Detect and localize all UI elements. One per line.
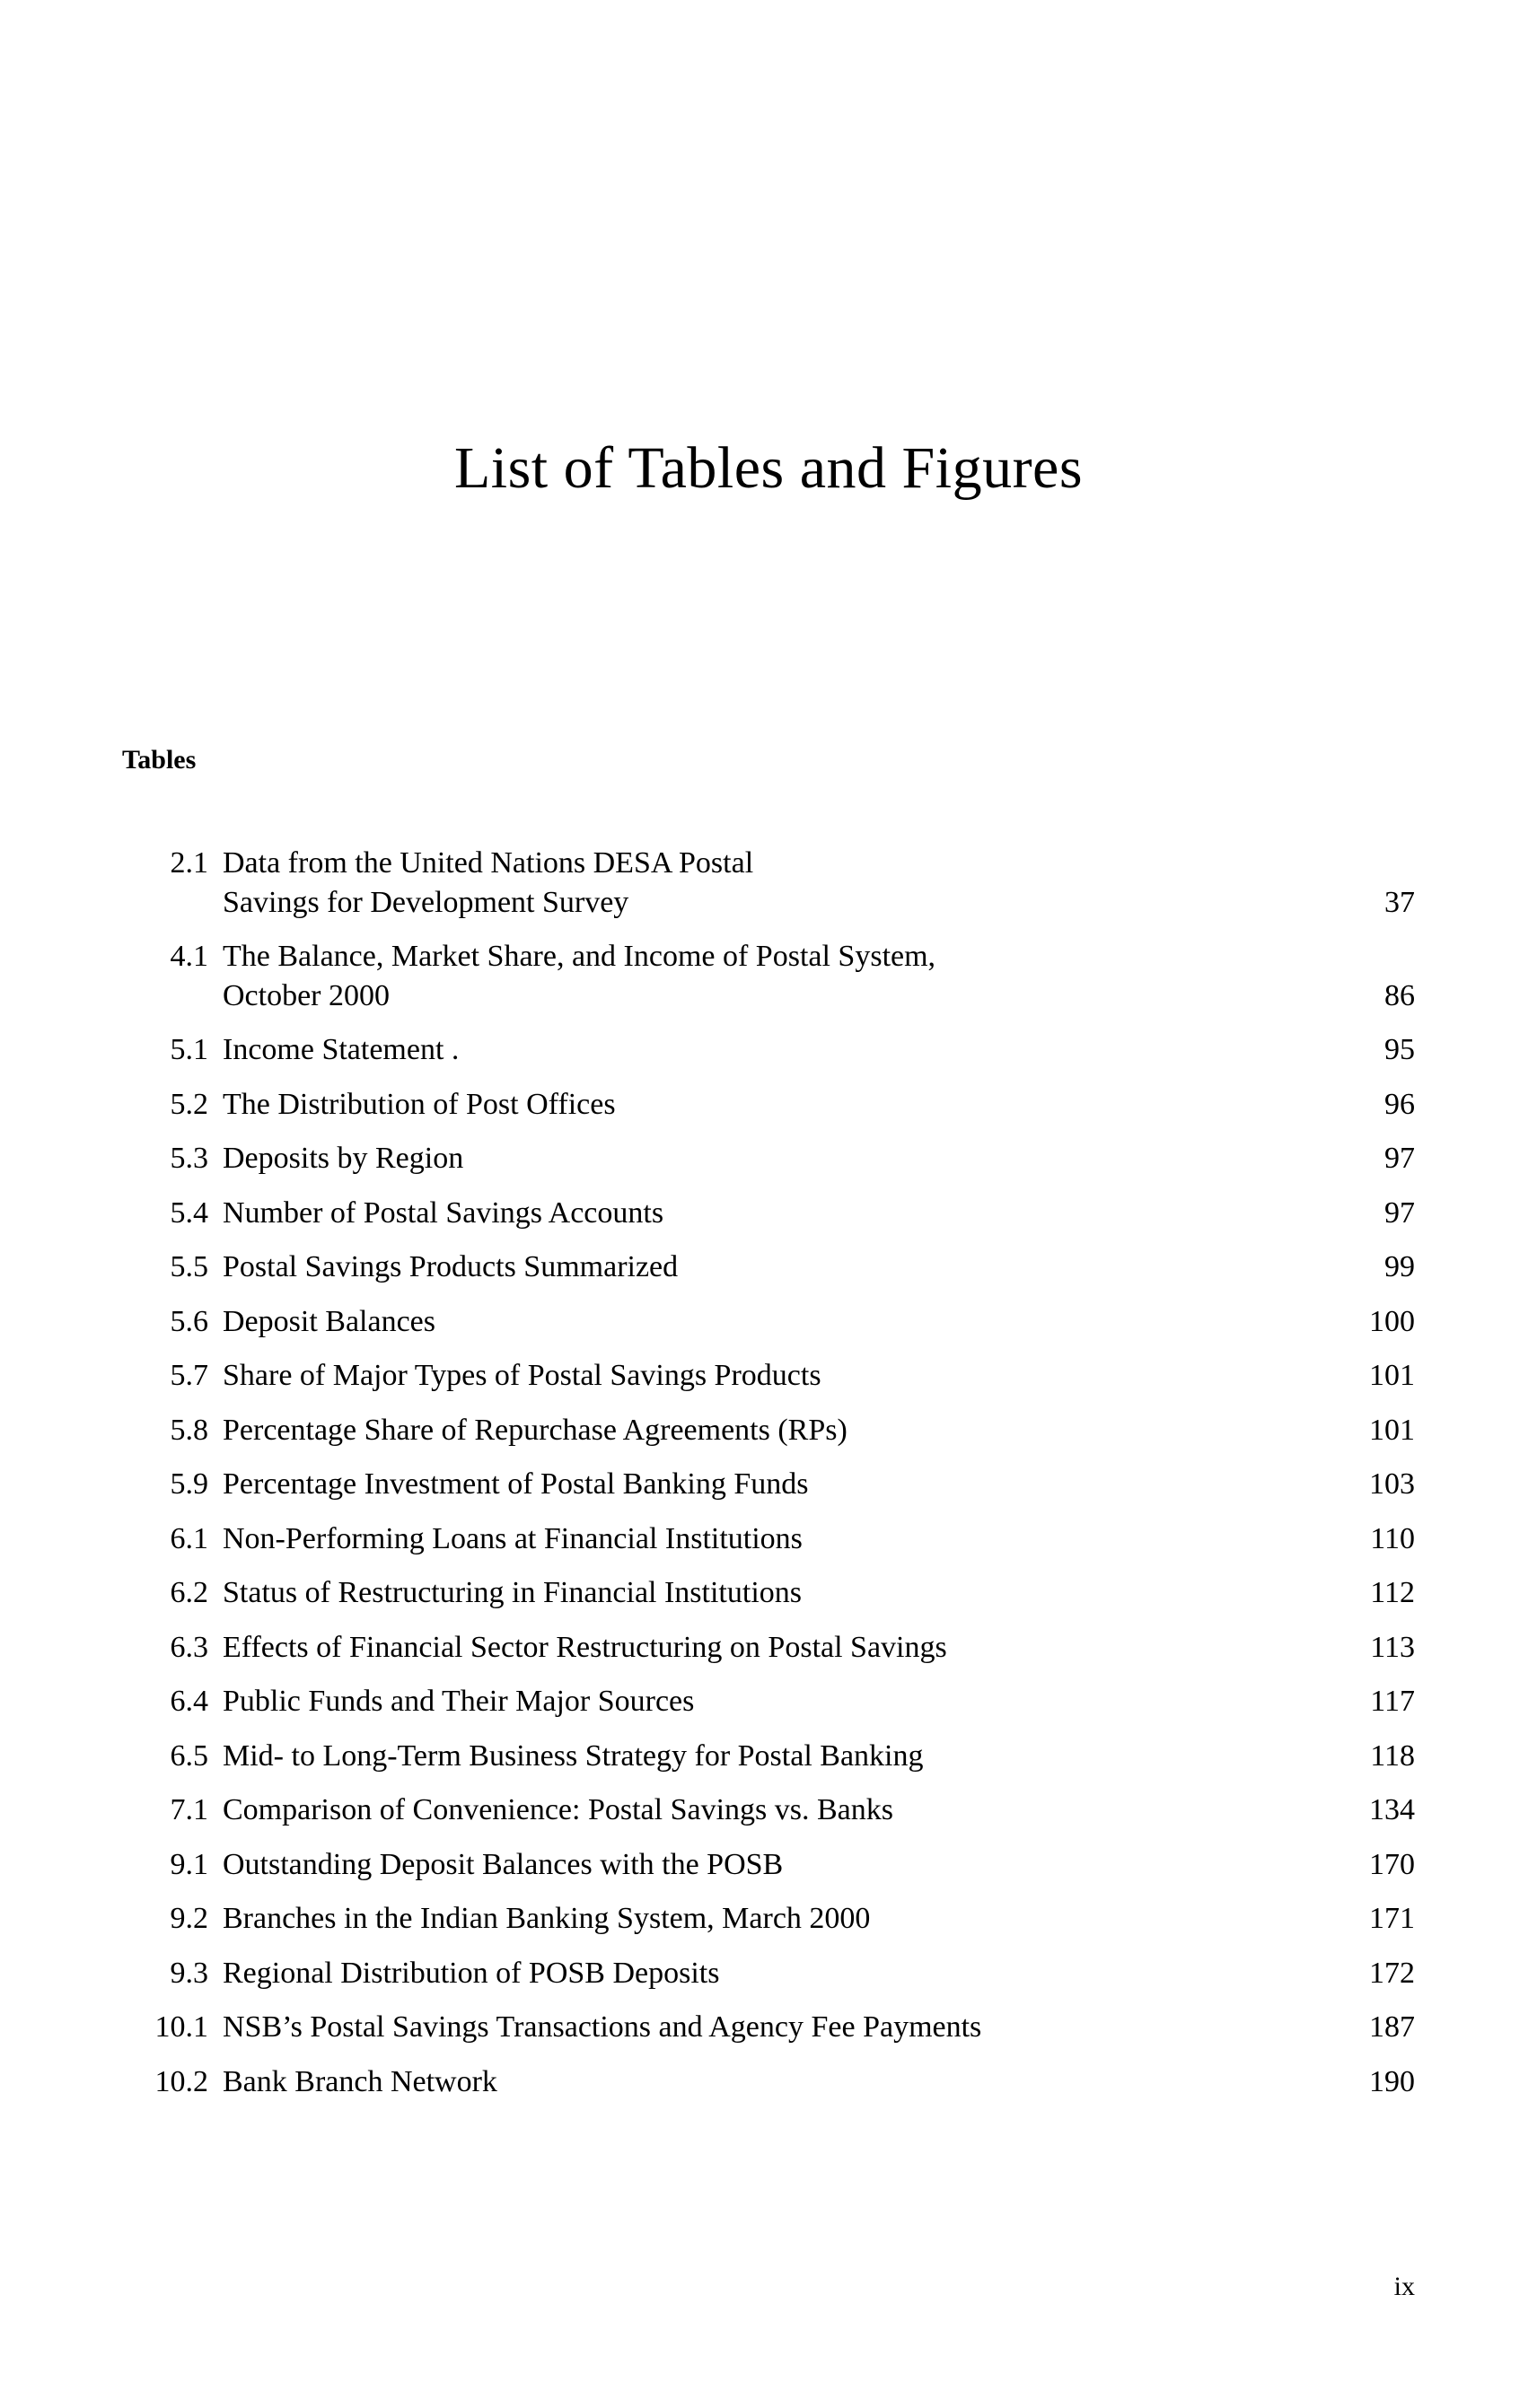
entry-label: Number of Postal Savings Accounts bbox=[223, 1195, 664, 1230]
list-item bbox=[122, 1791, 1415, 1830]
list-item bbox=[122, 1356, 1415, 1396]
entry-number: 6.5 bbox=[170, 1738, 208, 1773]
entry-number: 9.2 bbox=[170, 1902, 208, 1936]
list-item bbox=[122, 1465, 1415, 1504]
list-item bbox=[122, 1573, 1415, 1613]
entry-number: 5.6 bbox=[170, 1304, 208, 1338]
entry-number: 5.4 bbox=[170, 1195, 208, 1230]
entry-page-number: 99 bbox=[1384, 1250, 1415, 1284]
entry-number: 7.1 bbox=[170, 1793, 208, 1827]
entry-label: Percentage Investment of Postal Banking Funds bbox=[223, 1467, 809, 1502]
entry-page-number: 170 bbox=[1369, 1847, 1415, 1881]
table-of-contents-list bbox=[122, 844, 1415, 2116]
entry-label: Mid- to Long-Term Business Strategy for Postal Banking bbox=[223, 1738, 924, 1773]
list-item bbox=[122, 1139, 1415, 1178]
entry-number: 9.3 bbox=[170, 1956, 208, 1990]
entry-label: Status of Restructuring in Financial Institutions bbox=[223, 1576, 803, 1610]
entry-page-number: 101 bbox=[1369, 1359, 1415, 1393]
entry-page-number: 95 bbox=[1384, 1033, 1415, 1067]
entry-label: Effects of Financial Sector Restructuring on Postal Savings bbox=[223, 1630, 947, 1664]
entry-label: Bank Branch Network bbox=[223, 2064, 497, 2098]
entry-label: Percentage Share of Repurchase Agreements (RPs) bbox=[223, 1413, 848, 1447]
entry-label: Deposit Balances bbox=[223, 1304, 435, 1338]
entry-label: The Balance, Market Share, and Income of Postal System, October 2000 bbox=[223, 940, 936, 1012]
list-item bbox=[122, 937, 1415, 1015]
entry-label: Data from the United Nations DESA Postal Savings for Development Survey bbox=[223, 846, 754, 919]
list-item bbox=[122, 1845, 1415, 1885]
entry-page-number: 134 bbox=[1369, 1793, 1415, 1827]
entry-label: Public Funds and Their Major Sources bbox=[223, 1685, 695, 1719]
list-item bbox=[122, 1302, 1415, 1342]
list-item bbox=[122, 1411, 1415, 1450]
list-item bbox=[122, 1519, 1415, 1559]
entry-label: NSB’s Postal Savings Transactions and Agency Fee Payments bbox=[223, 2010, 982, 2045]
entry-page-number: 118 bbox=[1370, 1738, 1415, 1773]
list-item bbox=[122, 1954, 1415, 1993]
entry-page-number: 86 bbox=[1384, 978, 1415, 1012]
entry-number: 10.2 bbox=[154, 2064, 208, 2098]
list-item bbox=[122, 1737, 1415, 1776]
entry-page-number: 172 bbox=[1369, 1956, 1415, 1990]
entry-label: Deposits by Region bbox=[223, 1142, 464, 1176]
entry-label: Regional Distribution of POSB Deposits bbox=[223, 1956, 720, 1990]
page-title: List of Tables and Figures bbox=[453, 435, 1084, 502]
entry-number: 4.1 bbox=[170, 940, 208, 974]
entry-number: 5.7 bbox=[170, 1359, 208, 1393]
entry-number: 6.4 bbox=[170, 1685, 208, 1719]
list-item bbox=[122, 1194, 1415, 1233]
entry-number: 5.5 bbox=[170, 1250, 208, 1284]
entry-number: 5.1 bbox=[170, 1033, 208, 1067]
entry-page-number: 110 bbox=[1370, 1521, 1415, 1555]
entry-page-number: 113 bbox=[1370, 1630, 1415, 1664]
entry-number: 6.2 bbox=[170, 1576, 208, 1610]
entry-label: Share of Major Types of Postal Savings Products bbox=[223, 1359, 821, 1393]
entry-number: 5.8 bbox=[170, 1413, 208, 1447]
entry-label: Non-Performing Loans at Financial Institutions bbox=[223, 1521, 803, 1555]
entry-label: Outstanding Deposit Balances with the POSB bbox=[223, 1847, 784, 1881]
entry-number: 5.3 bbox=[170, 1142, 208, 1176]
list-item bbox=[122, 2062, 1415, 2102]
entry-number: 2.1 bbox=[170, 846, 208, 880]
entry-label: Comparison of Convenience: Postal Savings vs. Banks bbox=[223, 1793, 894, 1827]
entry-page-number: 96 bbox=[1384, 1087, 1415, 1121]
list-item bbox=[122, 844, 1415, 922]
section-heading-tables: Tables bbox=[122, 745, 197, 775]
list-item bbox=[122, 1899, 1415, 1939]
list-item bbox=[122, 1248, 1415, 1287]
list-item bbox=[122, 2008, 1415, 2047]
entry-page-number: 187 bbox=[1369, 2010, 1415, 2045]
entry-page-number: 37 bbox=[1384, 885, 1415, 919]
entry-page-number: 100 bbox=[1369, 1304, 1415, 1338]
entry-label: Income Statement . bbox=[223, 1033, 460, 1067]
entry-page-number: 103 bbox=[1369, 1467, 1415, 1502]
list-item bbox=[122, 1085, 1415, 1125]
entry-label: The Distribution of Post Offices bbox=[223, 1087, 616, 1121]
entry-page-number: 112 bbox=[1370, 1576, 1415, 1610]
list-item bbox=[122, 1628, 1415, 1668]
page-folio: ix bbox=[1393, 2272, 1415, 2301]
entry-number: 6.3 bbox=[170, 1630, 208, 1664]
entry-number: 5.9 bbox=[170, 1467, 208, 1502]
entry-label: Branches in the Indian Banking System, March 2000 bbox=[223, 1902, 871, 1936]
entry-page-number: 117 bbox=[1370, 1685, 1415, 1719]
entry-page-number: 171 bbox=[1369, 1902, 1415, 1936]
entry-page-number: 97 bbox=[1384, 1142, 1415, 1176]
entry-number: 10.1 bbox=[154, 2010, 208, 2045]
list-item bbox=[122, 1030, 1415, 1070]
entry-page-number: 190 bbox=[1369, 2064, 1415, 2098]
entry-number: 5.2 bbox=[170, 1087, 208, 1121]
entry-number: 9.1 bbox=[170, 1847, 208, 1881]
entry-number: 6.1 bbox=[170, 1521, 208, 1555]
list-item bbox=[122, 1682, 1415, 1721]
entry-page-number: 97 bbox=[1384, 1195, 1415, 1230]
entry-page-number: 101 bbox=[1369, 1413, 1415, 1447]
entry-label: Postal Savings Products Summarized bbox=[223, 1250, 679, 1284]
